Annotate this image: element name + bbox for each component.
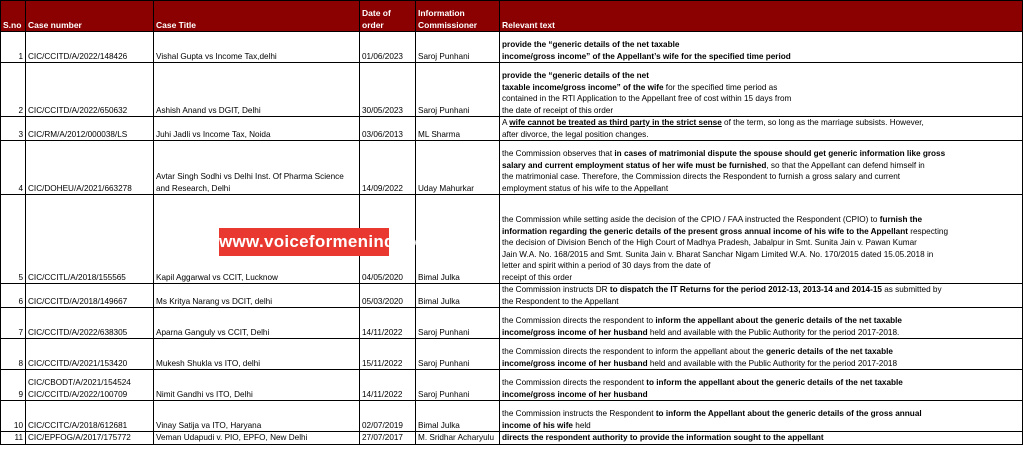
cell-sno: 1 [1,32,26,63]
header-relevant-text: Relevant text [500,1,1023,32]
cell-case-number: CIC/CCITD/A/2021/153420 [26,339,154,370]
table-row [1,117,1023,141]
cell-commissioner: Uday Mahurkar [416,141,500,195]
text-segment: the Commission instructs DR [502,285,610,294]
cell-commissioner: M. Sridhar Acharyulu [416,432,500,445]
cell-date: 01/06/2023 [360,32,416,63]
cell-sno: 3 [1,117,26,141]
cell-date: 30/05/2023 [360,63,416,117]
cell-case-number: CIC/DOHEU/A/2021/663278 [26,141,154,195]
text-segment: income of his wife [502,420,573,430]
text-segment: income/gross income of her husband [502,327,648,337]
header-case-number: Case number [26,1,154,32]
cell-case-title: Ashish Anand vs DGIT, Delhi [154,63,360,117]
watermark-banner: www.voiceformenindia.com [219,228,389,256]
cell-relevant-text [500,308,1023,339]
header-case-title: Case Title [154,1,360,32]
text-segment: income/gross income” of the Appellant’s wife for the specified time period [502,51,791,61]
cell-commissioner: Saroj Punhani [416,63,500,117]
cell-date: 04/05/2020 [360,195,416,284]
cell-commissioner: Saroj Punhani [416,308,500,339]
cell-case-number: CIC/RM/A/2012/000038/LS [26,117,154,141]
table-row [1,370,1023,401]
text-segment: employment status of his wife to the Appellant [502,183,669,193]
text-segment: , so that the Appellant can defend himself in [766,160,925,170]
text-segment: A [502,118,510,127]
table-body [1,32,1023,445]
cell-case-title: Nimit Gandhi vs ITO, Delhi [154,370,360,401]
text-segment: provide the “generic details of the net [502,71,649,80]
cell-commissioner: ML Sharma [416,117,500,141]
table-row [1,432,1023,445]
cell-commissioner: Saroj Punhani [416,339,500,370]
text-segment: held and available with the Public Authority for the period 2017-2018. [647,327,900,337]
text-segment: salary and current employment status of her wife must be furnished [502,160,767,170]
cell-case-number: CIC/CCITD/A/2022/148426 [26,32,154,63]
cell-relevant-text [500,401,1023,432]
cell-case-title: Kapil Aggarwal vs CCIT, Lucknow [154,195,360,284]
cell-case-title: Avtar Singh Sodhi vs Delhi Inst. Of Pharma Science and Research, Delhi [154,141,360,195]
text-segment: letter and spirit within a period of 30 days from the date of [502,261,711,270]
cell-case-title: Vinay Satija va ITO, Haryana [154,401,360,432]
text-segment: of the term, so long as the marriage subsists. However, [721,118,924,127]
cell-sno: 6 [1,284,26,308]
text-segment: held [572,420,591,430]
text-segment: inform the appellant about the generic details of the net taxable [655,316,902,325]
header-row [1,1,1023,32]
text-segment: to inform the appellant about the generic details of the net taxable [646,378,903,387]
cell-date: 02/07/2019 [360,401,416,432]
table-row [1,339,1023,370]
table-row [1,401,1023,432]
cell-sno: 7 [1,308,26,339]
text-segment: the date of receipt of this order [502,105,614,115]
text-segment: generic details of the net taxable [765,347,893,356]
table-row [1,141,1023,195]
cell-case-number: CIC/CCITD/A/2022/650632 [26,63,154,117]
cell-commissioner: Bimal Julka [416,401,500,432]
cell-date: 15/11/2022 [360,339,416,370]
text-segment: as submitted by [881,285,942,294]
cell-sno: 5 [1,195,26,284]
text-segment: the Commission while setting aside the decision of the CPIO / FAA instructed the Respondent (CPIO) to [502,215,880,224]
table-row [1,284,1023,308]
cell-sno: 11 [1,432,26,445]
text-segment: the Respondent to the Appellant [502,296,619,306]
cell-sno: 4 [1,141,26,195]
cell-relevant-text [500,284,1023,308]
cell-commissioner: Bimal Julka [416,195,500,284]
cell-case-title: Ms Kritya Narang vs DCIT, delhi [154,284,360,308]
text-segment: the Commission directs the respondent to inform the appellant about the [502,347,766,356]
cell-case-title: Mukesh Shukla vs ITO, delhi [154,339,360,370]
table-row [1,32,1023,63]
cell-relevant-text [500,141,1023,195]
text-segment: held and available with the Public Authority for the period 2017-2018 [647,358,898,368]
text-segment: receipt of this order [502,272,573,282]
text-segment: to inform the Appellant about the generic details of the gross annual [655,409,922,418]
text-segment: the Commission observes that [502,149,615,158]
cell-relevant-text [500,63,1023,117]
text-segment: in cases of matrimonial dispute the spouse should get generic information like gross [614,149,946,158]
cell-sno: 10 [1,401,26,432]
text-segment: to dispatch the IT Returns for the period 2012-13, 2013-14 and 2014-15 [609,285,882,294]
cell-case-number: CIC/CCITL/A/2018/155565 [26,195,154,284]
header-sno: S.no [1,1,26,32]
cell-relevant-text [500,195,1023,284]
text-segment: after divorce, the legal position changes. [502,129,649,139]
cell-commissioner: Saroj Punhani [416,370,500,401]
text-segment: respecting [907,226,949,236]
text-segment: directs the respondent authority to provide the information sought to the appellant [502,433,824,442]
cell-relevant-text [500,339,1023,370]
table-row [1,63,1023,117]
text-segment: income/gross income of her husband [502,358,648,368]
cell-case-number: CIC/CCITC/A/2018/612681 [26,401,154,432]
text-segment: wife cannot be treated as third party in the strict sense [509,118,722,127]
cell-case-number: CIC/CBODT/A/2021/154524 CIC/CCITD/A/2022/100709 [26,370,154,401]
cell-date: 27/07/2017 [360,432,416,445]
text-segment: furnish the [879,215,923,224]
cell-case-title: Vishal Gupta vs Income Tax,delhi [154,32,360,63]
text-segment: the Commission directs the respondent [502,378,647,387]
cell-date: 14/11/2022 [360,308,416,339]
table-row [1,308,1023,339]
cell-case-title: Juhi Jadli vs Income Tax, Noida [154,117,360,141]
cell-case-number: CIC/CCITD/A/2018/149667 [26,284,154,308]
cell-case-number: CIC/EPFOG/A/2017/175772 [26,432,154,445]
cell-case-title: Aparna Ganguly vs CCIT, Delhi [154,308,360,339]
table-row [1,195,1023,284]
text-segment: contained in the RTI Application to the Appellant free of cost within 15 days from [502,94,792,103]
header-date-of-order: Date of order [360,1,416,32]
cell-case-number: CIC/CCITD/A/2022/638305 [26,308,154,339]
cell-relevant-text [500,32,1023,63]
cell-commissioner: Saroj Punhani [416,32,500,63]
cell-relevant-text [500,117,1023,141]
text-segment: Jain W.A. No. 168/2015 and Smt. Sunita Jain v. Bharat Sanchar Nigam Limited W.A. No. 170/2015 dated 15.05.2018 in [502,249,934,259]
text-segment: information regarding the generic details of the present gross annual income of his wife to the Appellant [502,226,908,236]
cell-date: 03/06/2013 [360,117,416,141]
text-segment: provide the “generic details of the net taxable [502,40,680,49]
cell-sno: 2 [1,63,26,117]
cell-relevant-text [500,432,1023,445]
cell-date: 05/03/2020 [360,284,416,308]
text-segment: income/gross income of her husband [502,389,648,399]
cell-sno: 8 [1,339,26,370]
cell-commissioner: Bimal Julka [416,284,500,308]
cell-sno: 9 [1,370,26,401]
cell-date: 14/09/2022 [360,141,416,195]
text-segment: taxable income/gross income” of the wife [502,82,664,92]
cell-case-title: Veman Udapudi v. PIO, EPFO, New Delhi [154,432,360,445]
text-segment: the matrimonial case. Therefore, the Commission directs the Respondent to furnish a gross salary and current [502,172,901,181]
header-information-commissioner: Information Commissioner [416,1,500,32]
cell-date: 14/11/2022 [360,370,416,401]
text-segment: for the specified time period as [663,82,778,92]
cell-relevant-text [500,370,1023,401]
text-segment: the Commission directs the respondent to [502,316,656,325]
text-segment: the decision of Division Bench of the High Court of Madhya Pradesh, Jabalpur in Smt. Sunita Jain v. Pawan Kumar [502,238,917,247]
text-segment: the Commission instructs the Respondent [502,409,656,418]
